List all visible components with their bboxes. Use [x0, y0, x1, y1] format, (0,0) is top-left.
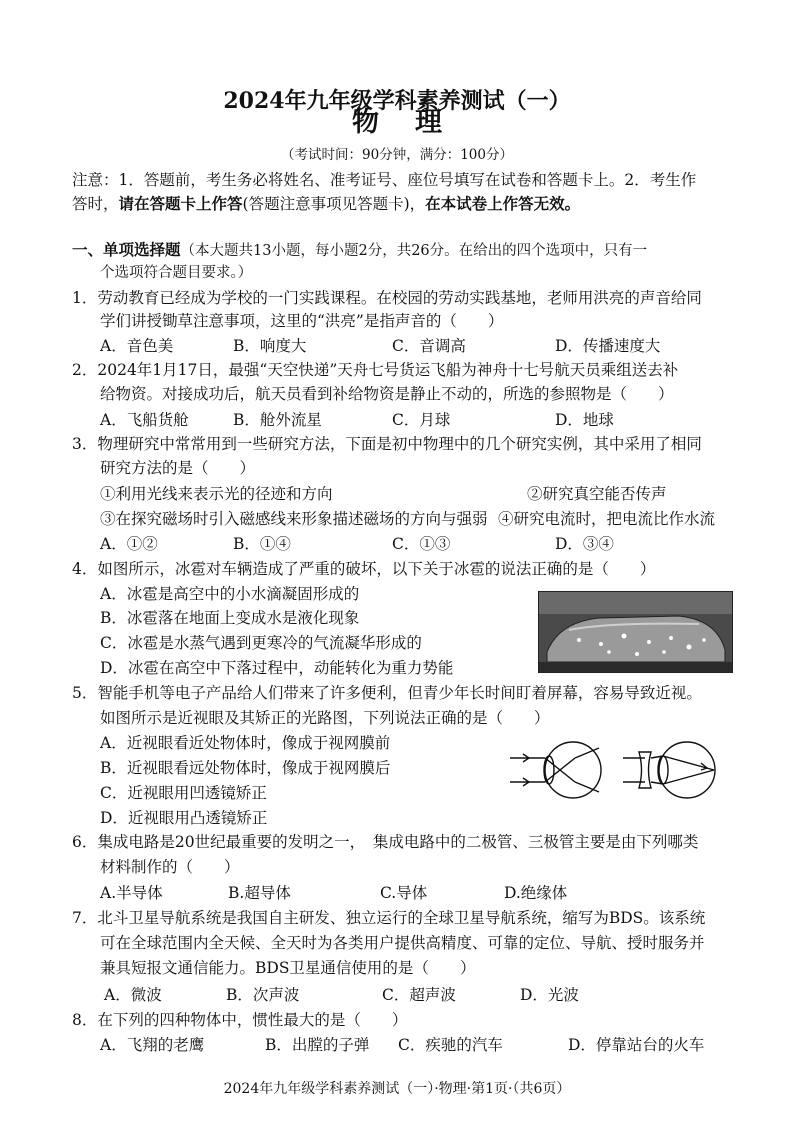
q1-option-d: D．传播速度大: [555, 337, 661, 355]
notice-text: 答时，: [72, 195, 119, 213]
question-2-line-1: 2．2024年1月17日，最强“天空快递”天舟七号货运飞船为神舟十七号航天员乘组送去补: [72, 361, 679, 379]
q4-option-b: B．冰雹落在地面上变成水是液化现象: [100, 609, 360, 627]
question-5-line-1: 5．智能手机等电子产品给人们带来了许多便利，但青少年长时间盯着屏幕，容易导致近视。: [72, 684, 702, 702]
q5-option-c: C．近视眼用凹透镜矫正: [100, 784, 267, 802]
question-2-line-2: 给物资。对接成功后，航天员看到补给物资是静止不动的，所选的参照物是（ ）: [100, 385, 674, 403]
myopia-correction-diagram: [505, 730, 725, 810]
q3-option-b: B．①④: [233, 535, 291, 553]
q1-option-b: B．响度大: [233, 337, 307, 355]
question-3-line-1: 3．物理研究中常常用到一些研究方法，下面是初中物理中的几个研究实例，其中采用了相同: [72, 435, 702, 453]
q3-option-a: A．①②: [100, 535, 158, 553]
q5-option-b: B．近视眼看远处物体时，像成于视网膜后: [100, 759, 391, 777]
notice-emphasis: 请在答题卡上作答: [118, 194, 243, 213]
corrected-eye-icon: [623, 742, 715, 798]
q7-option-d: D．光波: [520, 986, 579, 1004]
q3-option-d: D．③④: [555, 535, 614, 553]
q1-option-c: C．音调高: [392, 337, 466, 355]
q4-option-d: D．冰雹在高空中下落过程中，动能转化为重力势能: [100, 659, 454, 677]
q6-option-c: C.导体: [380, 884, 428, 902]
q8-option-d: D．停靠站台的火车: [568, 1036, 705, 1054]
q6-option-b: B.超导体: [228, 884, 291, 902]
question-5-line-2: 如图所示是近视眼及其矫正的光路图，下列说法正确的是（ ）: [100, 709, 550, 727]
question-8-line-1: 8．在下列的四种物体中，惯性最大的是（ ）: [72, 1011, 408, 1029]
q6-option-a: A.半导体: [100, 884, 163, 902]
section-title: 一、单项选择题: [72, 240, 181, 259]
q2-option-b: B．舱外流星: [233, 411, 322, 429]
notice-line-1: 注意：1．答题前，考生务必将姓名、准考证号、座位号填写在试卷和答题卡上。2．考生作: [72, 171, 697, 189]
q3-example-1: ①利用光线来表示光的径迹和方向: [100, 485, 333, 503]
section-header: [72, 238, 647, 260]
notice-text: (答题注意事项见答题卡)，: [242, 195, 426, 213]
question-1-line-1: 1．劳动教育已经成为学校的一门实践课程。在校园的劳动实践基地，老师用洪亮的声音给同: [72, 289, 702, 307]
q8-option-a: A．飞翔的老鹰: [100, 1036, 205, 1054]
q2-option-a: A．飞船货舱: [100, 411, 189, 429]
question-7-line-1: 7．北斗卫星导航系统是我国自主研发、独立运行的全球卫星导航系统，缩写为BDS。该系统: [72, 909, 706, 927]
notice-emphasis: 在本试卷上作答无效。: [425, 194, 581, 213]
question-7-line-3: 兼具短报文通信能力。BDS卫星通信使用的是（ ）: [100, 959, 476, 977]
question-7-line-2: 可在全球范围内全天候、全天时为各类用户提供高精度、可靠的定位、导航、授时服务并: [100, 934, 705, 952]
q2-option-c: C．月球: [392, 411, 451, 429]
question-3-line-2: 研究方法的是（ ）: [100, 459, 256, 477]
q1-option-a: A．音色美: [100, 337, 174, 355]
q7-option-b: B．次声波: [226, 986, 300, 1004]
hail-damaged-car-photo: [538, 591, 733, 673]
q2-option-d: D．地球: [555, 411, 614, 429]
q5-option-d: D．近视眼用凸透镜矫正: [100, 809, 268, 827]
q8-option-c: C．疾驰的汽车: [398, 1036, 503, 1054]
question-1-line-2: 学们讲授锄草注意事项，这里的“洪亮”是指声音的（ ）: [100, 312, 504, 330]
q3-example-2: ②研究真空能否传声: [527, 485, 667, 503]
q7-option-c: C．超声波: [382, 986, 456, 1004]
q4-option-c: C．冰雹是水蒸气遇到更寒冷的气流凝华形成的: [100, 634, 422, 652]
q6-option-d: D.绝缘体: [504, 884, 568, 902]
notice-line-2: [72, 192, 580, 214]
page-footer: 2024年九年级学科素养测试（一）·物理·第1页·（共6页）: [223, 1081, 571, 1097]
subject-title: 物理: [352, 107, 478, 138]
q8-option-b: B．出膛的子弹: [265, 1036, 370, 1054]
q3-option-c: C．①③: [392, 535, 451, 553]
question-6-line-1: 6．集成电路是20世纪最重要的发明之一， 集成电路中的二极管、三极管主要是由下列哪类: [72, 833, 699, 851]
car-photo-icon: [539, 592, 732, 672]
exam-info: （考试时间：90分钟，满分：100分）: [281, 147, 513, 163]
section-desc: （本大题共13小题，每小题2分，共26分。在给出的四个选项中，只有一: [180, 243, 648, 259]
q5-option-a: A．近视眼看近处物体时，像成于视网膜前: [100, 734, 391, 752]
q3-example-3: ③在探究磁场时引入磁感线来形象描述磁场的方向与强弱: [100, 510, 488, 528]
q7-option-a: A．微波: [104, 986, 162, 1004]
q3-example-4: ④研究电流时，把电流比作水流: [498, 510, 716, 528]
question-4-line-1: 4．如图所示，冰雹对车辆造成了严重的破坏，以下关于冰雹的说法正确的是（ ）: [72, 560, 656, 578]
question-6-line-2: 材料制作的（ ）: [100, 858, 240, 876]
myopic-eye-icon: [510, 742, 601, 798]
exam-title: 2024年九年级学科素养测试（一）: [223, 88, 571, 114]
section-desc-2: 个选项符合题目要求。）: [100, 265, 253, 281]
q4-option-a: A．冰雹是高空中的小水滴凝固形成的: [100, 585, 360, 603]
